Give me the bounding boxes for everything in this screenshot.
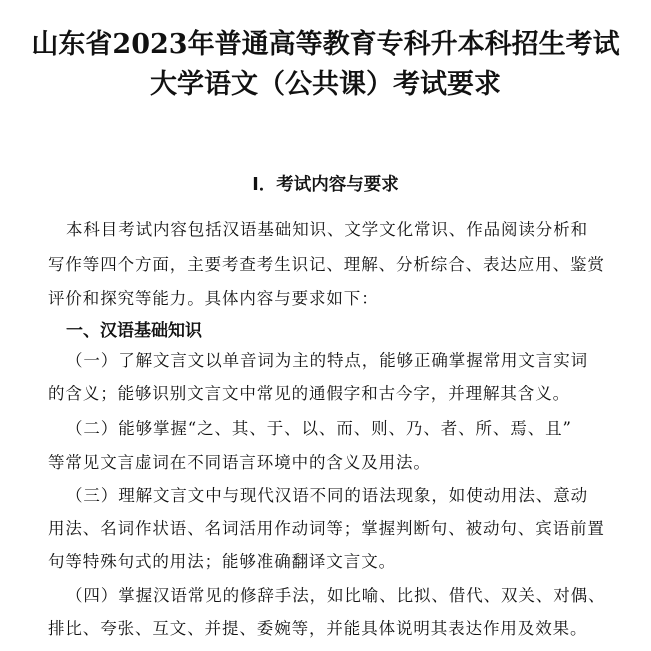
intro-line: 评价和探究等能力。具体内容与要求如下：	[48, 289, 379, 308]
subheading-chinese-basics: 一、汉语基础知识	[66, 321, 202, 341]
item-2-line: 等常见文言虚词在不同语言环境中的含义及用法。	[48, 453, 431, 472]
document-title-line-2: 大学语文（公共课）考试要求	[150, 69, 501, 100]
item-2-line: （二）能够掌握“之、其、于、以、而、则、乃、者、所、焉、且”	[66, 419, 572, 438]
item-4-line: 排比、夸张、互文、并提、委婉等，并能具体说明其表达作用及效果。	[48, 619, 588, 638]
intro-line: 本科目考试内容包括汉语基础知识、文学文化常识、作品阅读分析和	[66, 220, 588, 239]
item-4-line: （四）掌握汉语常见的修辞手法，如比喻、比拟、借代、双关、对偶、	[66, 586, 606, 605]
section-heading: I．考试内容与要求	[252, 175, 399, 195]
item-3-line: 句等特殊句式的用法；能够准确翻译文言文。	[48, 552, 396, 571]
item-1-line: （一）了解文言文以单音词为主的特点，能够正确掌握常用文言实词	[66, 351, 588, 370]
intro-line: 写作等四个方面，主要考查考生识记、理解、分析综合、表达应用、鉴赏	[48, 255, 605, 274]
item-1-line: 的含义；能够识别文言文中常见的通假字和古今字，并理解其含义。	[48, 384, 570, 403]
item-3-line: （三）理解文言文中与现代汉语不同的语法现象，如使动用法、意动	[66, 486, 588, 505]
item-3-line: 用法、名词作状语、名词活用作动词等；掌握判断句、被动句、宾语前置	[48, 519, 605, 538]
document-title-line-1: 山东省2023年普通高等教育专科升本科招生考试	[31, 29, 620, 60]
